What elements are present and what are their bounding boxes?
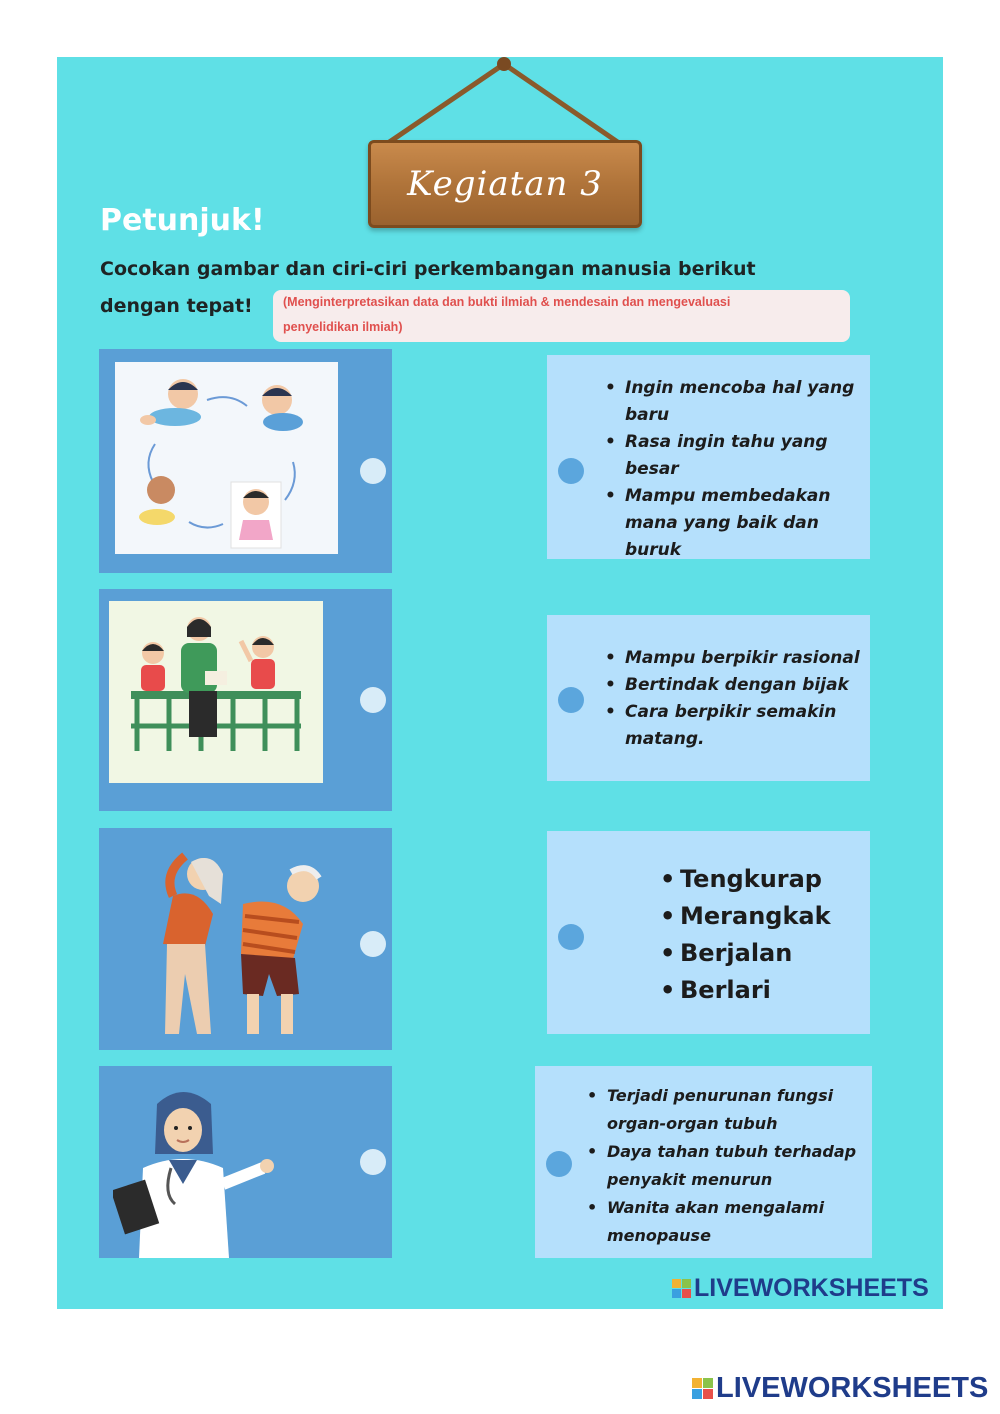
trait-item: • Bertindak dengan bijak [605,672,860,699]
note-line1: (Menginterpretasikan data dan bukti ilmiah & mendesain dan mengevaluasi [283,295,731,309]
teacher-children-image [109,601,323,783]
picture-card-4 [99,1066,392,1258]
match-dot-right-3[interactable] [558,924,584,950]
instructions-heading: Petunjuk! [100,203,265,238]
baby-development-image [115,362,338,554]
trait-item: • Daya tahan tubuh terhadap penyakit menurun [587,1138,856,1194]
match-dot-right-2[interactable] [558,687,584,713]
match-dot-left-2[interactable] [360,687,386,713]
match-dot-right-4[interactable] [546,1151,572,1177]
trait-item: • Terjadi penurunan fungsi organ-organ tubuh [587,1082,856,1138]
picture-card-2 [99,589,392,811]
match-dot-left-4[interactable] [360,1149,386,1175]
trait-card-1 [547,355,870,559]
doctor-image [113,1084,293,1258]
competency-note [273,290,850,342]
instruction-text-line2: dengan tepat! [100,295,253,317]
trait-item: • Mampu berpikir rasional [605,645,860,672]
match-dot-left-3[interactable] [360,931,386,957]
match-dot-right-1[interactable] [558,458,584,484]
trait-card-2 [547,615,870,781]
trait-item: • Wanita akan mengalami menopause [587,1194,856,1250]
trait-item: • Ingin mencoba hal yang baru [605,375,870,429]
instruction-text-line1: Cocokan gambar dan ciri-ciri perkembangan manusia berikut [100,258,756,280]
logo-text: LIVEWORKSHEETS [694,1274,929,1302]
match-dot-left-1[interactable] [360,458,386,484]
page-title: Kegiatan 3 [407,164,603,204]
elderly-exercise-image [113,834,343,1044]
nail-icon [497,57,511,71]
trait-item: • Merangkak [660,898,831,935]
liveworksheets-logo-inner [672,1274,929,1303]
trait-item: • Rasa ingin tahu yang besar [605,429,870,483]
logo-icon [672,1279,691,1298]
trait-card-4 [535,1066,872,1258]
trait-card-3 [547,831,870,1034]
picture-card-1 [99,349,392,573]
logo-text: LIVEWORKSHEETS [716,1372,989,1404]
title-sign [368,140,642,228]
liveworksheets-logo-footer [692,1372,988,1405]
trait-item: • Tengkurap [660,861,831,898]
trait-item: • Cara berpikir semakin matang. [605,699,860,753]
logo-icon [692,1378,713,1399]
note-line2: penyelidikan ilmiah) [283,320,403,334]
trait-item: • Berjalan [660,935,831,972]
trait-item: • Mampu membedakan mana yang baik dan buruk [605,483,870,564]
picture-card-3 [99,828,392,1050]
trait-item: • Berlari [660,972,831,1009]
